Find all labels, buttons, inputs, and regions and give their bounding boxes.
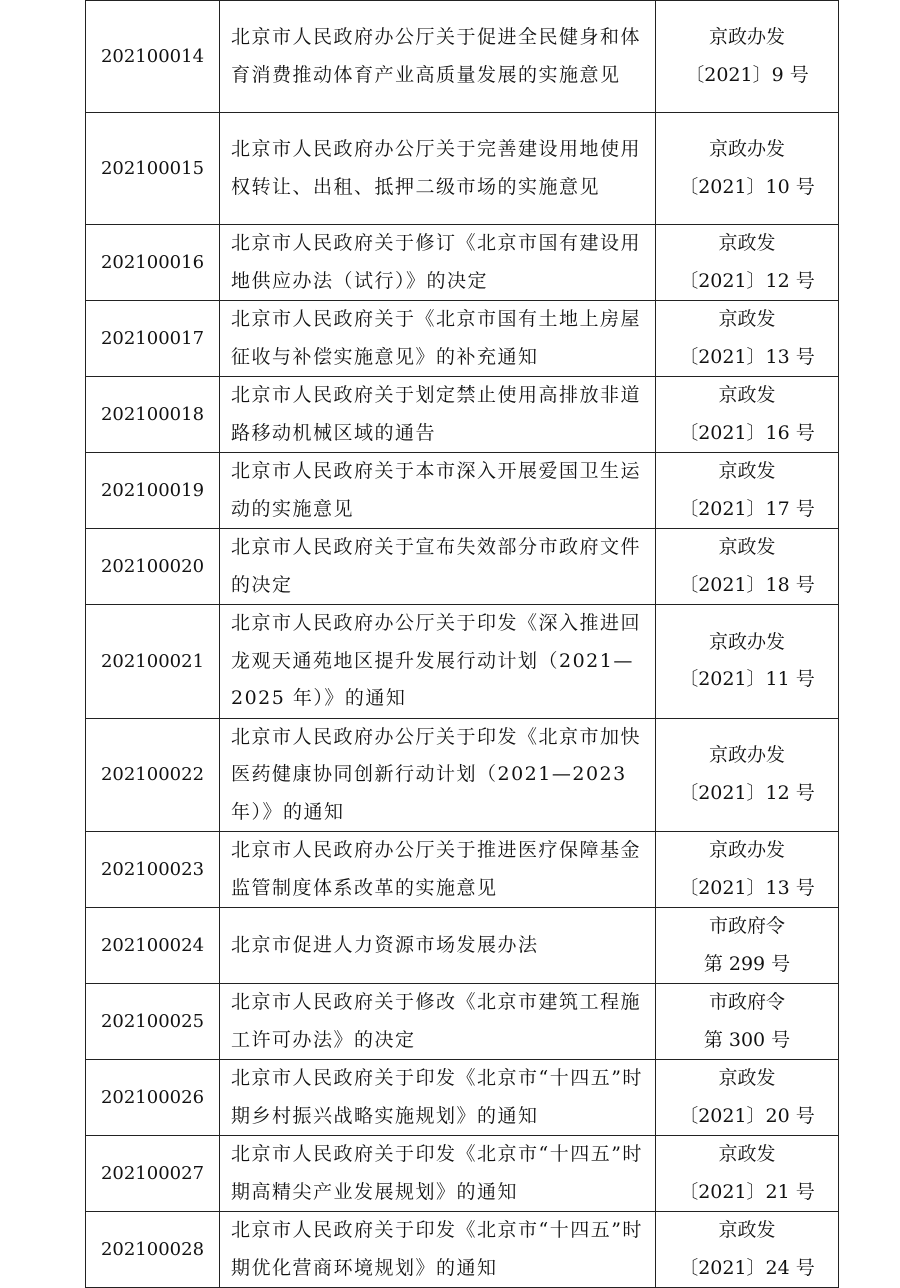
serial-number: 202100017 [86,301,220,377]
document-index-table [85,0,839,1288]
issue-number: 〔2021〕20 号 [679,1104,815,1127]
issuer-code: 京政发 [718,536,776,558]
document-number [656,1212,839,1288]
document-number [656,301,839,377]
document-number [656,113,839,225]
table-row [86,832,839,908]
issue-number: 第 299 号 [703,952,791,975]
serial-number: 202100022 [86,718,220,832]
table-row [86,1060,839,1136]
serial-number: 202100020 [86,529,220,605]
document-number [656,984,839,1060]
issuer-code: 京政办发 [708,839,785,861]
issuer-code: 京政发 [718,232,776,254]
document-title: 北京市人民政府关于印发《北京市“十四五”时期优化营商环境规划》的通知 [220,1212,656,1288]
serial-number: 202100026 [86,1060,220,1136]
issuer-code: 市政府令 [708,991,785,1013]
serial-number: 202100016 [86,225,220,301]
issuer-code: 京政办发 [708,744,785,767]
issue-number: 〔2021〕16 号 [679,421,815,444]
document-title: 北京市人民政府办公厅关于推进医疗保障基金监管制度体系改革的实施意见 [220,832,656,908]
document-number [656,605,839,719]
table-row [86,1136,839,1212]
document-number [656,908,839,984]
issue-number: 〔2021〕13 号 [679,345,815,368]
table-row [86,908,839,984]
table-row [86,1212,839,1288]
issuer-code: 京政办发 [708,26,785,48]
serial-number: 202100021 [86,605,220,719]
issue-number: 〔2021〕21 号 [679,1180,815,1203]
serial-number: 202100024 [86,908,220,984]
document-title: 北京市人民政府关于修订《北京市国有建设用地供应办法（试行）》的决定 [220,225,656,301]
serial-number: 202100015 [86,113,220,225]
issuer-code: 京政发 [718,1219,776,1241]
issue-number: 〔2021〕9 号 [685,63,809,86]
document-title: 北京市人民政府关于印发《北京市“十四五”时期高精尖产业发展规划》的通知 [220,1136,656,1212]
issuer-code: 京政办发 [708,138,785,160]
document-number [656,225,839,301]
document-title: 北京市人民政府办公厅关于促进全民健身和体育消费推动体育产业高质量发展的实施意见 [220,1,656,113]
serial-number: 202100023 [86,832,220,908]
issue-number: 〔2021〕12 号 [679,269,815,292]
issue-number: 〔2021〕17 号 [679,497,815,520]
table-row [86,113,839,225]
document-title: 北京市人民政府关于划定禁止使用高排放非道路移动机械区域的通告 [220,377,656,453]
table-row [86,718,839,832]
serial-number: 202100014 [86,1,220,113]
document-number [656,1,839,113]
issuer-code: 京政发 [718,1067,776,1089]
document-number [656,453,839,529]
serial-number: 202100018 [86,377,220,453]
document-title: 北京市人民政府关于修改《北京市建筑工程施工许可办法》的决定 [220,984,656,1060]
issue-number: 〔2021〕24 号 [679,1256,815,1279]
serial-number: 202100027 [86,1136,220,1212]
issuer-code: 京政发 [718,460,776,482]
document-title: 北京市人民政府关于宣布失效部分市政府文件的决定 [220,529,656,605]
issue-number: 第 300 号 [703,1028,791,1051]
document-number [656,1136,839,1212]
issue-number: 〔2021〕13 号 [679,876,815,899]
document-title: 北京市人民政府关于印发《北京市“十四五”时期乡村振兴战略实施规划》的通知 [220,1060,656,1136]
document-number [656,1060,839,1136]
issue-number: 〔2021〕18 号 [679,573,815,596]
table-row [86,529,839,605]
table-row [86,1,839,113]
issue-number: 〔2021〕12 号 [679,781,815,804]
issue-number: 〔2021〕10 号 [679,175,815,198]
table-row [86,453,839,529]
table-row [86,225,839,301]
document-number [656,377,839,453]
issuer-code: 京政发 [718,1143,776,1165]
document-title: 北京市人民政府关于《北京市国有土地上房屋征收与补偿实施意见》的补充通知 [220,301,656,377]
issue-number: 〔2021〕11 号 [679,668,815,691]
document-title: 北京市人民政府办公厅关于完善建设用地使用权转让、出租、抵押二级市场的实施意见 [220,113,656,225]
document-number [656,832,839,908]
issuer-code: 京政发 [718,384,776,406]
table-row [86,377,839,453]
document-number [656,718,839,832]
document-title: 北京市人民政府办公厅关于印发《深入推进回龙观天通苑地区提升发展行动计划（2021—2025 年）》的通知 [220,605,656,719]
serial-number: 202100025 [86,984,220,1060]
serial-number: 202100028 [86,1212,220,1288]
document-number [656,529,839,605]
issuer-code: 京政办发 [708,630,785,653]
issuer-code: 市政府令 [708,915,785,937]
document-title: 北京市人民政府关于本市深入开展爱国卫生运动的实施意见 [220,453,656,529]
table-row [86,301,839,377]
serial-number: 202100019 [86,453,220,529]
table-row [86,605,839,719]
document-title: 北京市促进人力资源市场发展办法 [220,908,656,984]
issuer-code: 京政发 [718,308,776,330]
document-title: 北京市人民政府办公厅关于印发《北京市加快医药健康协同创新行动计划（2021—2023年）》的通知 [220,718,656,832]
table-row [86,984,839,1060]
